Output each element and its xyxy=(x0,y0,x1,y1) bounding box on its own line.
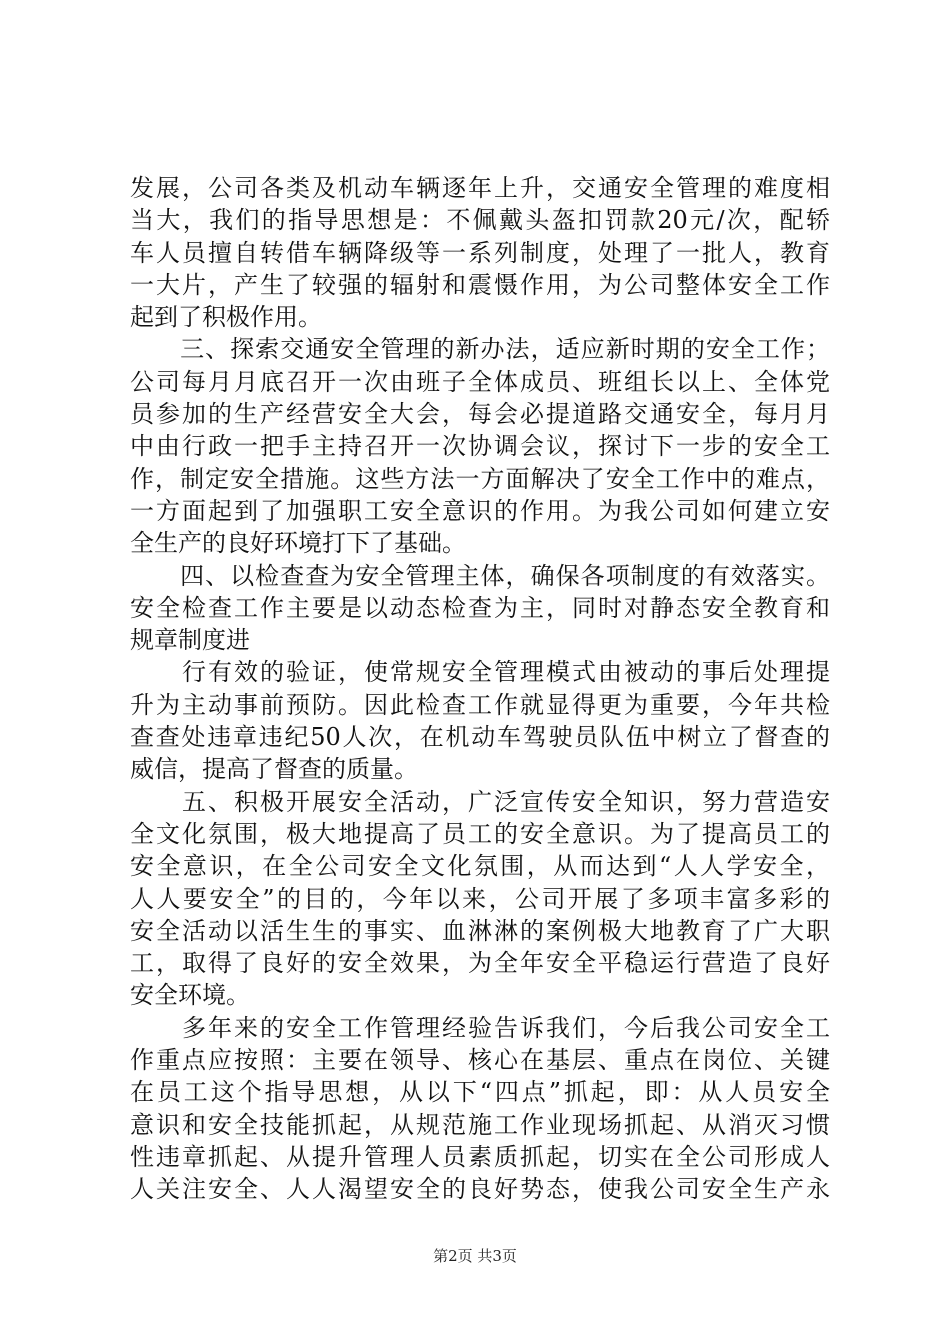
text-line: 在员工这个指导思想，从以下“四点”抓起，即：从人员安全 xyxy=(130,1078,830,1107)
body-text xyxy=(130,172,830,1206)
text-line: 多年来的安全工作管理经验告诉我们，今后我公司安全工 xyxy=(130,1013,830,1042)
text-line: 中由行政一把手主持召开一次协调会议，探讨下一步的安全工 xyxy=(130,432,830,461)
text-line: 意识和安全技能抓起，从规范施工作业现场抓起、从消灭习惯 xyxy=(130,1110,830,1139)
text-line: 一大片，产生了较强的辐射和震慑作用，为公司整体安全工作 xyxy=(130,270,830,299)
text-line: 安全意识，在全公司安全文化氛围，从而达到“人人学安全， xyxy=(130,852,830,881)
text-line: 全文化氛围，极大地提高了员工的安全意识。为了提高员工的 xyxy=(130,819,830,848)
text-line: 升为主动事前预防。因此检查工作就显得更为重要，今年共检 xyxy=(130,690,830,719)
text-line: 规章制度进 xyxy=(130,626,250,655)
text-line: 三、探索交通安全管理的新办法，适应新时期的安全工作； xyxy=(130,335,830,364)
text-line: 起到了积极作用。 xyxy=(130,303,322,332)
text-line: 作重点应按照：主要在领导、核心在基层、重点在岗位、关键 xyxy=(130,1046,830,1075)
text-line: 五、积极开展安全活动，广泛宣传安全知识，努力营造安 xyxy=(130,787,830,816)
text-line: 安全活动以活生生的事实、血淋淋的案例极大地教育了广大职 xyxy=(130,916,830,945)
text-line: 四、以检查查为安全管理主体，确保各项制度的有效落实。 xyxy=(130,561,830,590)
text-line: 性违章抓起、从提升管理人员素质抓起，切实在全公司形成人 xyxy=(130,1142,830,1171)
text-line: 安全检查工作主要是以动态检查为主，同时对静态安全教育和 xyxy=(130,593,830,622)
text-line: 查查处违章违纪50人次，在机动车驾驶员队伍中树立了督查的 xyxy=(130,723,830,752)
page-footer: 第2页 共3页 xyxy=(433,1247,517,1265)
text-line: 威信，提高了督查的质量。 xyxy=(130,755,418,784)
text-line: 当大，我们的指导思想是：不佩戴头盔扣罚款20元/次，配轿 xyxy=(130,206,830,235)
text-line: 员参加的生产经营安全大会，每会必提道路交通安全，每月月 xyxy=(130,400,830,429)
text-line: 工，取得了良好的安全效果，为全年安全平稳运行营造了良好 xyxy=(130,949,830,978)
text-line: 车人员擅自转借车辆降级等一系列制度，处理了一批人，教育 xyxy=(130,238,830,267)
text-line: 安全环境。 xyxy=(130,981,250,1010)
text-line: 全生产的良好环境打下了基础。 xyxy=(130,529,466,558)
text-line: 人关注安全、人人渴望安全的良好势态，使我公司安全生产永 xyxy=(130,1175,830,1204)
text-line: 作，制定安全措施。这些方法一方面解决了安全工作中的难点， xyxy=(130,464,830,493)
text-line: 人人要安全”的目的，今年以来，公司开展了多项丰富多彩的 xyxy=(130,884,830,913)
text-line: 行有效的验证，使常规安全管理模式由被动的事后处理提 xyxy=(130,658,830,687)
text-line: 发展，公司各类及机动车辆逐年上升，交通安全管理的难度相 xyxy=(130,174,830,202)
text-line: 一方面起到了加强职工安全意识的作用。为我公司如何建立安 xyxy=(130,496,830,525)
text-line: 公司每月月底召开一次由班子全体成员、班组长以上、全体党 xyxy=(130,367,830,396)
